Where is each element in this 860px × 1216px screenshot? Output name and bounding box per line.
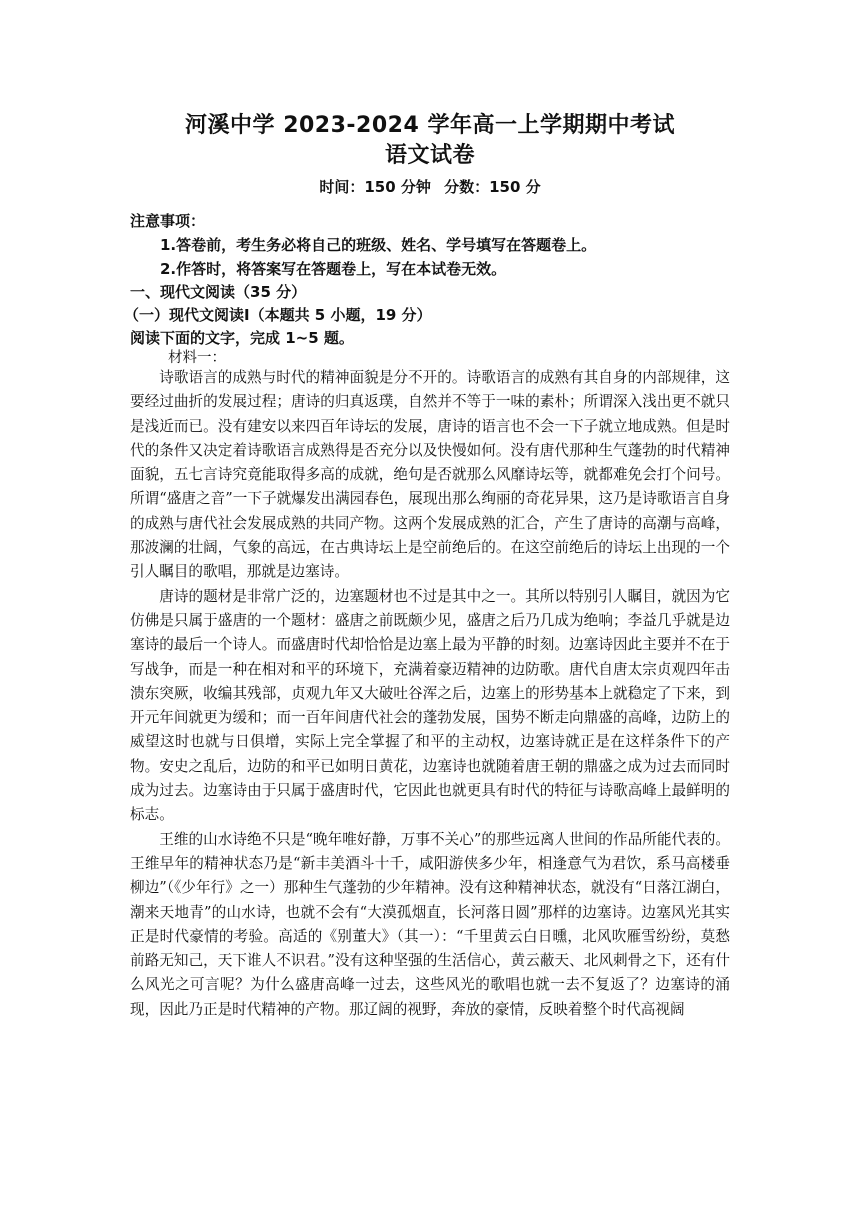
reading-passage <box>130 366 730 1022</box>
material-label: 材料一： <box>168 350 226 366</box>
subsection-heading: （一）现代文阅读Ⅰ（本题共 5 小题，19 分） <box>124 306 432 324</box>
passage-paragraph: 唐诗的题材是非常广泛的，边塞题材也不过是其中之一。其所以特别引人瞩目，就因为它仿佛是只属于盛唐的一个题材：盛唐之前既颇少见，盛唐之后乃几成为绝响；李益几乎就是边塞诗的最后一个诗人。而盛唐时代却恰恰是边塞上最为平静的时刻。边塞诗因此主要并不在于写战争，而是一种在相对和平的环境下，充满着豪迈精神的边防歌。唐代自唐太宗贞观四年击溃东突厥，收编其残部，贞观九年又大破吐谷浑之后，边塞上的形势基本上就稳定了下来，到开元年间就更为缓和；而一百年间唐代社会的蓬勃发展，国势不断走向鼎盛的高峰，边防上的威望这时也就与日俱增，实际上完全掌握了和平的主动权，边塞诗就正是在这样条件下的产物。安史之乱后，边防的和平已如明日黄花，边塞诗也就随着唐王朝的鼎盛之成为过去而同时成为过去。边塞诗由于只属于盛唐时代，它因此也就更具有时代的特征与诗歌高峰上最鲜明的标志。 <box>130 587 730 824</box>
notice-heading: 注意事项： <box>130 212 206 230</box>
reading-instruction: 阅读下面的文字，完成 1~5 题。 <box>130 329 354 347</box>
exam-score: 分数：150 分 <box>444 178 541 196</box>
exam-meta <box>0 176 860 197</box>
exam-title: 河溪中学 2023-2024 学年高一上学期期中考试 <box>185 113 675 138</box>
notice-item: 2.作答时，将答案写在答题卷上，写在本试卷无效。 <box>160 260 507 278</box>
passage-paragraph: 王维的山水诗绝不只是“晚年唯好静，万事不关心”的那些远离人世间的作品所能代表的。王维早年的精神状态乃是“新丰美酒斗十千，咸阳游侠多少年，相逢意气为君饮，系马高楼垂柳边”（《少年行》之一）那种生气蓬勃的少年精神。没有这种精神状态，就没有“日落江湖白，潮来天地青”的山水诗，也就不会有“大漠孤烟直，长河落日圆”那样的边塞诗。边塞风光其实正是时代豪情的考验。高适的《别董大》（其一）：“千里黄云白日曛，北风吹雁雪纷纷，莫愁前路无知己，天下谁人不识君。”没有这种坚强的生活信心，黄云蔽天、北风刺骨之下，还有什么风光之可言呢？为什么盛唐高峰一过去，这些风光的歌唱也就一去不复返了？边塞诗的涌现，因此乃正是时代精神的产物。那辽阔的视野，奔放的豪情，反映着整个时代高视阔 <box>130 830 730 1018</box>
exam-subject: 语文试卷 <box>384 143 475 168</box>
section-heading: 一、现代文阅读（35 分） <box>130 283 307 301</box>
notice-item: 1.答卷前，考生务必将自己的班级、姓名、学号填写在答题卷上。 <box>160 236 597 254</box>
passage-paragraph: 诗歌语言的成熟与时代的精神面貌是分不开的。诗歌语言的成熟有其自身的内部规律，这要经过曲折的发展过程；唐诗的归真返璞，自然并不等于一味的素朴；所谓深入浅出更不就只是浅近而已。没有建安以来四百年诗坛的发展，唐诗的语言也不会一下子就立地成熟。但是时代的条件又决定着诗歌语言成熟得是否充分以及快慢如何。没有唐代那种生气蓬勃的时代精神面貌，五七言诗究竟能取得多高的成就，绝句是否就那么风靡诗坛等，就都难免会打个问号。所谓“盛唐之音”一下子就爆发出满园春色，展现出那么绚丽的奇花异果，这乃是诗歌语言自身的成熟与唐代社会发展成熟的共同产物。这两个发展成熟的汇合，产生了唐诗的高潮与高峰，那波澜的壮阔，气象的高远，在古典诗坛上是空前绝后的。在这空前绝后的诗坛上出现的一个引人瞩目的歌唱，那就是边塞诗。 <box>130 369 730 581</box>
exam-time: 时间：150 分钟 <box>319 178 431 196</box>
